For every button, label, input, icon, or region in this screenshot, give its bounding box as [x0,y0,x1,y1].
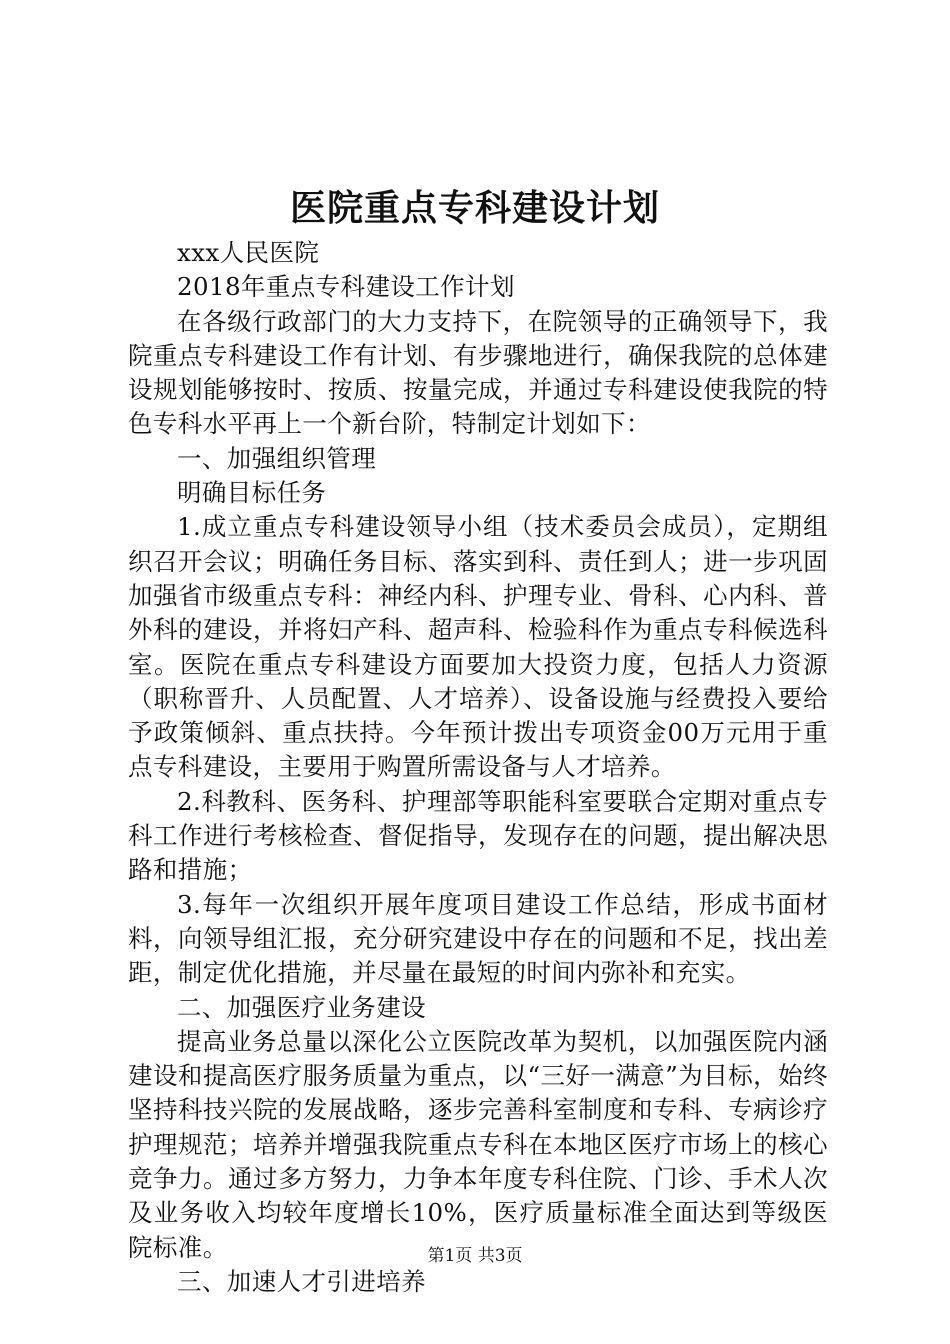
document-title: 医院重点专科建设计划 [289,187,660,229]
page-footer: 第1页 共3页 [427,1246,523,1266]
section-subheading-1: 明确目标任务 [177,478,327,508]
document-body [128,236,828,1299]
paragraph-item-1: 1.成立重点专科建设领导小组（技术委员会成员），定期组织召开会议；明确任务目标、落实到科、责任到人；进一步巩固加强省市级重点专科：神经内科、护理专业、骨科、心内科、普外科的建设，并将妇产科、超声科、检验科作为重点专科候选科室。医院在重点专科建设方面要加大投资力度，包括人力资源（职称晋升、人员配置、人才培养）、设备设施与经费投入要给予政策倾斜、重点扶持。今年预计拨出专项资金00万元用于重点专科建设，主要用于购置所需设备与人才培养。 [128,512,828,782]
paragraph-item-3: 3.每年一次组织开展年度项目建设工作总结，形成书面材料，向领导组汇报，充分研究建设中存在的问题和不足，找出差距，制定优化措施，并尽量在最短的时间内弥补和充实。 [128,889,828,988]
plan-subtitle: 2018年重点专科建设工作计划 [177,272,515,302]
section-2-paragraph: 提高业务总量以深化公立医院改革为契机，以加强医院内涵建设和提高医疗服务质量为重点，以“三好一满意”为目标，始终坚持科技兴院的发展战略，逐步完善科室制度和专科、专病诊疗护理规范；培养并增强我院重点专科在本地区医疗市场上的核心竞争力。通过多方努力，力争本年度专科住院、门诊、手术人次及业务收入均较年度增长10%，医疗质量标准全面达到等级医院标准。 [128,1026,828,1262]
hospital-name: xxx人民医院 [177,238,320,267]
section-heading-3: 三、加速人才引进培养 [177,1266,426,1296]
paragraph-item-2: 2.科教科、医务科、护理部等职能科室要联合定期对重点专科工作进行考核检查、督促指导，发现存在的问题，提出解决思路和措施； [128,786,828,885]
section-heading-2: 二、加强医疗业务建设 [177,992,426,1022]
section-heading-1: 一、加强组织管理 [177,443,377,473]
intro-paragraph: 在各级行政部门的大力支持下，在院领导的正确领导下，我院重点专科建设工作有计划、有步骤地进行，确保我院的总体建设规划能够按时、按质、按量完成，并通过专科建设使我院的特色专科水平再上一个新台阶，特制定计划如下： [128,306,828,439]
